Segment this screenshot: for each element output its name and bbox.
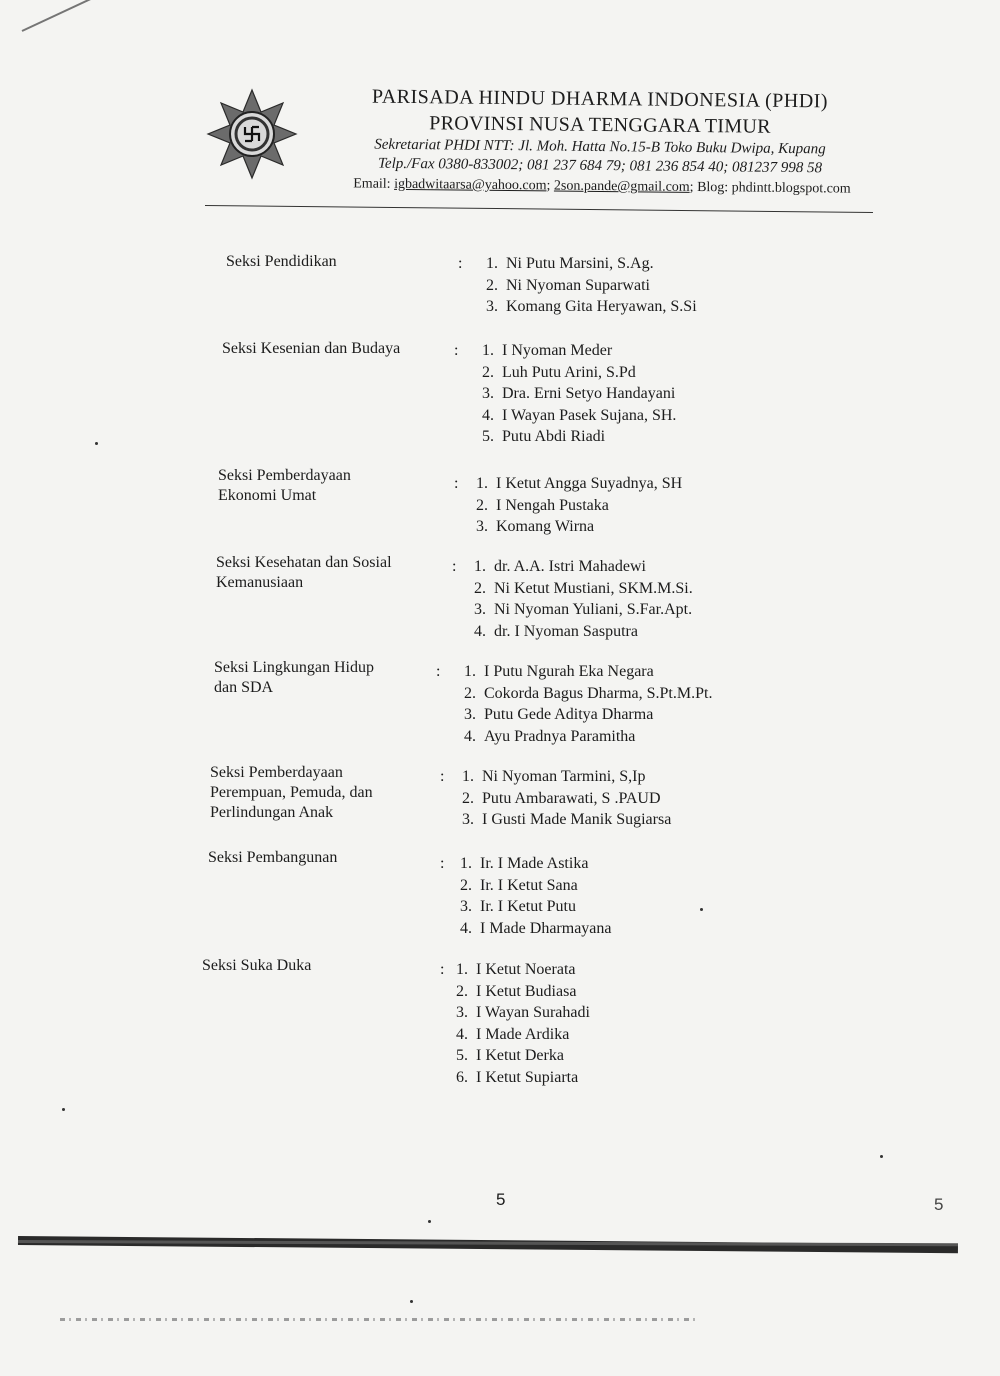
- colon: :: [440, 961, 445, 978]
- phdi-logo-icon: [206, 88, 298, 180]
- list-item: 1. I Ketut Angga Suyadnya, SH: [476, 475, 683, 492]
- scan-speck: [62, 1108, 65, 1111]
- section-title: Seksi Lingkungan Hidup dan SDA: [214, 659, 374, 696]
- scan-speck: [95, 442, 98, 445]
- email-link-2[interactable]: 2son.pande@gmail.com: [553, 178, 690, 195]
- colon: :: [452, 558, 457, 575]
- list-item: 4. Ayu Pradnya Paramitha: [464, 727, 636, 745]
- list-item: 4. I Made Dharmayana: [460, 919, 612, 937]
- section-title: Seksi Suka Duka: [202, 957, 312, 974]
- page-number: 5: [496, 1190, 506, 1209]
- list-item: 5. Putu Abdi Riadi: [482, 428, 606, 445]
- list-item: 3. I Wayan Surahadi: [456, 1004, 590, 1021]
- corner-page-number: 5: [934, 1195, 944, 1214]
- org-province: PROVINSI NUSA TENGGARA TIMUR: [429, 112, 771, 138]
- list-item: 3. Ni Nyoman Yuliani, S.Far.Apt.: [474, 601, 693, 618]
- list-item: 5. I Ketut Derka: [456, 1047, 564, 1064]
- list-item: 2. Luh Putu Arini, S.Pd: [482, 363, 636, 381]
- letterhead-divider: [205, 205, 873, 213]
- list-item: 2. Ir. I Ketut Sana: [460, 876, 578, 894]
- list-item: 1. Ni Putu Marsini, S.Ag.: [486, 255, 654, 272]
- member-list: [452, 662, 712, 748]
- member-list: [462, 557, 693, 643]
- member-list: [474, 254, 697, 319]
- member-list: [470, 341, 676, 449]
- section-title: Seksi Kesenian dan Budaya: [222, 340, 401, 357]
- section-title: Seksi Pemberdayaan Ekonomi Umat: [218, 467, 351, 504]
- list-item: 3. Komang Gita Heryawan, S.Si: [486, 298, 697, 315]
- list-item: 3. Dra. Erni Setyo Handayani: [482, 385, 676, 402]
- list-item: 2. I Ketut Budiasa: [456, 982, 577, 1000]
- list-item: 2. Cokorda Bagus Dharma, S.Pt.M.Pt.: [464, 684, 713, 702]
- scan-speck: [410, 1300, 413, 1303]
- scan-speck: [700, 908, 703, 911]
- section-title: Seksi Kesehatan dan Sosial Kemanusiaan: [216, 554, 392, 591]
- email-separator: ;: [546, 178, 551, 194]
- list-item: 1. Ni Nyoman Tarmini, S,Ip: [462, 768, 646, 785]
- list-item: 4. dr. I Nyoman Sasputra: [474, 622, 638, 640]
- list-item: 4. I Wayan Pasek Sujana, SH.: [482, 406, 677, 424]
- list-item: 2. Ni Nyoman Suparwati: [486, 276, 650, 294]
- colon: :: [454, 342, 459, 359]
- org-address: Sekretariat PHDI NTT: Jl. Moh. Hatta No.15-B Toko Buku Dwipa, Kupang: [374, 136, 826, 158]
- scan-noise-strip: [60, 1318, 700, 1321]
- member-list: [448, 854, 612, 940]
- scan-mark: [22, 0, 104, 32]
- member-list: [444, 960, 590, 1089]
- list-item: 1. Ir. I Made Astika: [460, 855, 589, 872]
- scan-speck: [880, 1155, 883, 1158]
- list-item: 3. Ir. I Ketut Putu: [460, 898, 576, 915]
- list-item: 4. I Made Ardika: [456, 1025, 570, 1043]
- org-name: PARISADA HINDU DHARMA INDONESIA (PHDI): [371, 85, 829, 113]
- scan-speck: [428, 1220, 431, 1223]
- section-title: Seksi Pendidikan: [226, 253, 337, 270]
- email-link-1[interactable]: igbadwitaarsa@yahoo.com: [394, 176, 547, 194]
- list-item: 2. Ni Ketut Mustiani, SKM.M.Si.: [474, 579, 693, 597]
- member-list: [464, 474, 682, 539]
- section-title: Seksi Pemberdayaan Perempuan, Pemuda, dan Perlindungan Anak: [210, 764, 373, 821]
- list-item: 6. I Ketut Supiarta: [456, 1068, 579, 1086]
- colon: :: [454, 475, 459, 492]
- colon: :: [458, 255, 463, 272]
- org-contact: [312, 176, 892, 198]
- list-item: 3. Komang Wirna: [476, 518, 595, 535]
- list-item: 1. dr. A.A. Istri Mahadewi: [474, 558, 646, 575]
- org-phone: Telp./Fax 0380-833002; 081 237 684 79; 081 236 854 40; 081237 998 58: [377, 155, 823, 177]
- section-title: Seksi Pembangunan: [208, 849, 338, 866]
- list-item: 3. Putu Gede Aditya Dharma: [464, 706, 654, 723]
- list-item: 3. I Gusti Made Manik Sugiarsa: [462, 811, 672, 828]
- colon: :: [436, 663, 441, 680]
- list-item: 2. I Nengah Pustaka: [476, 496, 609, 514]
- blog-text: ; Blog: phdintt.blogspot.com: [689, 179, 851, 197]
- list-item: 2. Putu Ambarawati, S .PAUD: [462, 789, 661, 807]
- list-item: 1. I Nyoman Meder: [482, 342, 613, 359]
- colon: :: [440, 768, 445, 785]
- list-item: 1. I Ketut Noerata: [456, 961, 576, 978]
- colon: :: [440, 855, 445, 872]
- email-label: Email:: [353, 176, 391, 192]
- member-list: [450, 767, 671, 832]
- list-item: 1. I Putu Ngurah Eka Negara: [464, 663, 654, 680]
